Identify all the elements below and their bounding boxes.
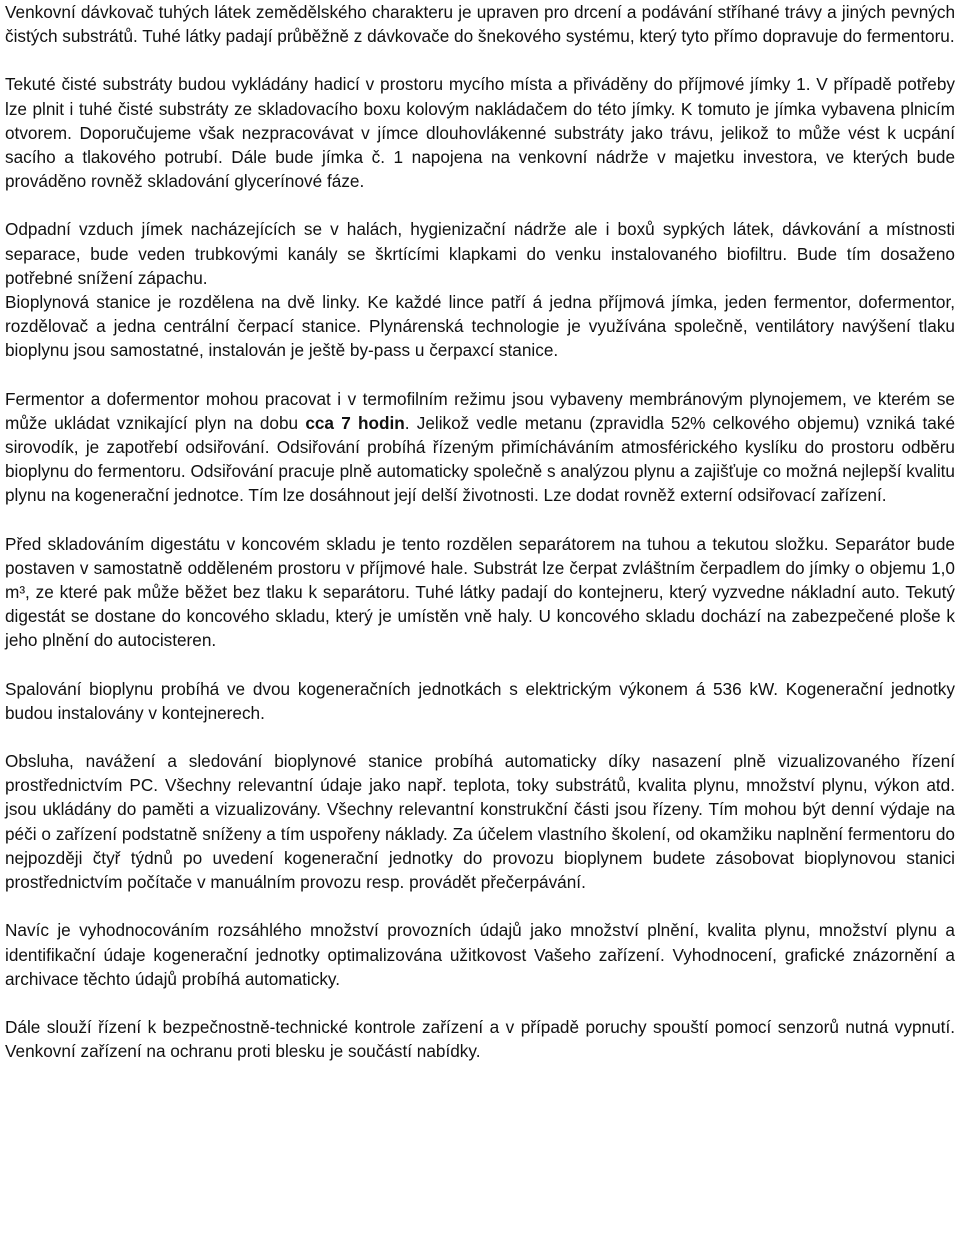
paragraph-data-evaluation [5,918,955,991]
document-page [5,0,955,1063]
paragraph-text: Navíc je vyhodnocováním rozsáhlého množství provozních údajů jako množství plnění, kvalita plynu, množství plynu a identifikační údaje kogenerační jednotky optimalizována užitkovost Vašeho zařízení. Vyhodnocení, grafické znázornění a archivace těchto údajů probíhá automaticky. [5,920,955,989]
storage-duration-bold: cca 7 hodin [305,412,405,433]
paragraph-text: Odpadní vzduch jímek nacházejících se v halách, hygienizační nádrže ale i boxů sypkých látek, dávkování a místnosti separace, bude veden trubkovými kanály se škrtícími klapkami do venku instalovaného biofiltru. Bude tím dosaženo potřebné snížení zápachu. [5,219,955,288]
paragraph-liquid-substrates [5,72,955,193]
paragraph-exhaust-air [5,217,955,290]
paragraph-dispenser [5,0,955,48]
paragraph-safety-control [5,1015,955,1063]
paragraph-biogas-lines [5,290,955,363]
paragraph-operation-control [5,749,955,894]
paragraph-text: Venkovní dávkovač tuhých látek zemědělského charakteru je upraven pro drcení a podávání stříhané trávy a jiných pevných čistých substrátů. Tuhé látky padají průběžně z dávkovače do šnekového systému, který tyto přímo dopravuje do fermentoru. [5,2,955,47]
paragraph-text: Bioplynová stanice je rozdělena na dvě linky. Ke každé lince patří á jedna příjmová jímka, jeden fermentor, dofermentor, rozdělovač a jedna centrální čerpací stanice. Plynárenská technologie je využívána společně, ventilátory navýšení tlaku bioplynu jsou samostatné, instalován je ještě by-pass u čerpaxcí stanice. [5,292,955,361]
paragraph-text: Fermentor a dofermentor mohou pracovat i v termofilním režimu jsou vybaveny membránovým plynojemem, ve kterém se může ukládat vznikající plyn na dobu [5,388,955,433]
paragraph-digestate-storage [5,532,955,653]
paragraph-text: Před skladováním digestátu v koncovém skladu je tento rozdělen separátorem na tuhou a tekutou složku. Separátor bude postaven v samostatně odděleném prostoru v příjmové hale. Substrát lze čerpat zvláštním čerpadlem do jímky o objemu 1,0 m³, ze které pak může běžet bez tlaku k separátoru. Tuhé látky padají do kontejneru, který vyzvedne nákladní auto. Tekutý digestát se dostane do koncového skladu, který je umístěn vně haly. U koncového skladu dochází na zabezpečené ploše k jeho plnění do autocisteren. [5,533,955,651]
paragraph-text: Dále slouží řízení k bezpečnostně-technické kontrole zařízení a v případě poruchy spouští pomocí senzorů nutná vypnutí. Venkovní zařízení na ochranu proti blesku je součástí nabídky. [5,1016,955,1062]
paragraph-text: . Jelikož vedle metanu (zpravidla 52% celkového objemu) vzniká také sirovodík, je zapotřebí odsiřování. Odsiřování probíhá řízeným přimícháváním atmosférického kyslíku do prostoru odběru bioplynu do fermentoru. Odsiřování pracuje plně automaticky společně s analýzou plynu a zajišťuje co možná nejlepší kvalitu plynu na kogenerační jednotce. Tím lze dosáhnout její delší životnosti. Lze dodat rovněž externí odsiřovací zařízení. [5,412,956,506]
paragraph-cogeneration [5,677,955,725]
paragraph-fermentor [5,387,955,508]
paragraph-text: Spalování bioplynu probíhá ve dvou kogeneračních jednotkách s elektrickým výkonem á 536 kW. Kogenerační jednotky budou instalovány v kontejnerech. [5,678,955,723]
paragraph-text: Tekuté čisté substráty budou vykládány hadicí v prostoru mycího místa a přiváděny do příjmové jímky 1. V případě potřeby lze plnit i tuhé čisté substráty ze skladovacího boxu kolovým nakládačem do této jímky. K tomuto je jímka vybavena plnicím otvorem. Doporučujeme však nezpracovávat v jímce dlouhovlákenné substráty jako trávu, jelikož to může vést k ucpání sacího a tlakového potrubí. Dále bude jímka č. 1 napojena na venkovní nádrže v majetku investora, ve kterých bude prováděno rovněž skladování glycerínové fáze. [5,74,955,192]
paragraph-text: Obsluha, navážení a sledování bioplynové stanice probíhá automaticky díky nasazení plně vizualizovaného řízení prostřednictvím PC. Všechny relevantní údaje jako např. teplota, toky substrátů, kvalita plynu, množství plynu, výkon atd. jsou ukládány do paměti a vizualizovány. Všechny relevantní konstrukční části jsou řízeny. Tím mohou být denní výdaje na péči o zařízení podstatně sníženy a tím uspořeny náklady. Za účelem vlastního školení, od okamžiku naplnění fermentoru do nejpozději čtyř týdnů po uvedení kogenerační jednotky do provozu bioplynem budete zásobovat bioplynovou stanici prostřednictvím počítače v manuálním provozu resp. provádět přečerpávání. [5,751,955,893]
